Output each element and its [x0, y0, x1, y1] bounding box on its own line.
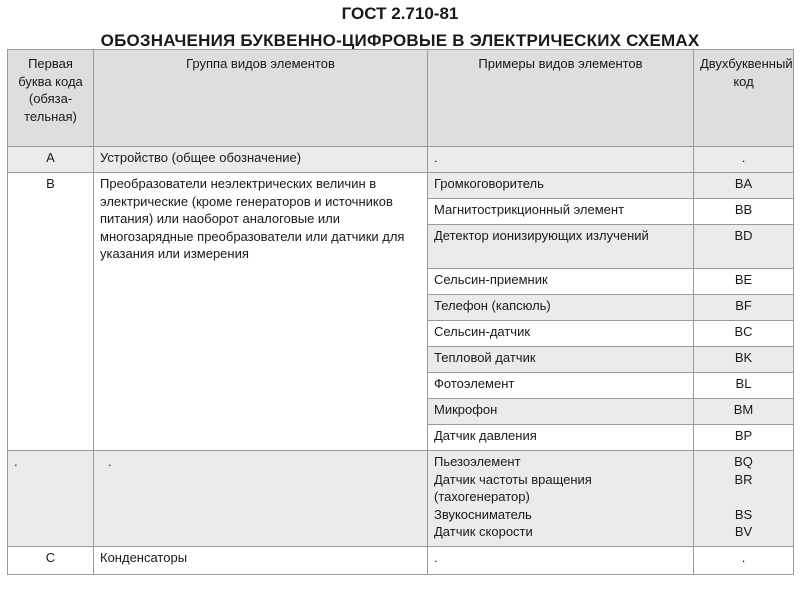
table-row	[8, 451, 794, 547]
cell-code: BF	[694, 295, 794, 321]
cell-example: Тепловой датчик	[428, 347, 694, 373]
cell-example: Громкоговоритель	[428, 173, 694, 199]
cell-example: .	[428, 147, 694, 173]
example-item: Звукосниматель	[434, 506, 532, 522]
header-two-letter-code: Двухбуквенный код	[694, 50, 794, 147]
cell-example: Микрофон	[428, 399, 694, 425]
code-item: BS	[734, 506, 753, 522]
cell-letter: .	[8, 451, 94, 547]
header-examples: Примеры видов элементов	[428, 50, 694, 147]
cell-code: BK	[694, 347, 794, 373]
cell-codes-list	[694, 451, 794, 547]
code-item: BR	[734, 471, 753, 487]
cell-group: Устройство (общее обозначение)	[94, 147, 428, 173]
cell-example: Сельсин-датчик	[428, 321, 694, 347]
cell-code: BC	[694, 321, 794, 347]
cell-example: .	[428, 547, 694, 575]
cell-code: .	[694, 147, 794, 173]
cell-code: BE	[694, 269, 794, 295]
cell-example: Сельсин-приемник	[428, 269, 694, 295]
example-item: (тахогенератор)	[434, 489, 530, 504]
example-item: Датчик частоты вращения	[434, 471, 592, 487]
cell-group: .	[94, 451, 428, 547]
header-group: Группа видов элементов	[94, 50, 428, 147]
cell-letter: C	[8, 547, 94, 575]
cell-code: BM	[694, 399, 794, 425]
cell-code: BB	[694, 199, 794, 225]
example-item: Датчик скорости	[434, 524, 533, 539]
cell-code: BL	[694, 373, 794, 399]
document-subtitle: ОБОЗНАЧЕНИЯ БУКВЕННО-ЦИФРОВЫЕ В ЭЛЕКТРИЧЕСКИХ СХЕМАХ	[100, 31, 700, 50]
cell-example: Детектор ионизирующих излучений	[428, 225, 694, 269]
table-row	[8, 147, 794, 173]
table-row	[8, 547, 794, 575]
cell-code: .	[694, 547, 794, 575]
code-item	[700, 488, 787, 506]
header-first-letter: Первая буква кода (обяза-тельная)	[8, 50, 94, 147]
designation-table	[7, 49, 794, 575]
cell-example: Магнитострикционный элемент	[428, 199, 694, 225]
cell-examples-list	[428, 451, 694, 547]
table-header-row	[8, 50, 794, 147]
document-title: ГОСТ 2.710-81	[341, 4, 459, 23]
cell-example: Датчик давления	[428, 425, 694, 451]
example-item: Пьезоэлемент	[434, 454, 521, 469]
code-item: BV	[734, 524, 753, 539]
cell-code: BA	[694, 173, 794, 199]
cell-example: Фотоэлемент	[428, 373, 694, 399]
cell-group: Конденсаторы	[94, 547, 428, 575]
cell-example: Телефон (капсюль)	[428, 295, 694, 321]
cell-code: BD	[694, 225, 794, 269]
cell-letter: A	[8, 147, 94, 173]
cell-group: Преобразователи неэлектрических величин в электрические (кроме генераторов и источников питания) или наоборот аналоговые или многозарядные преобразователи или датчики для указания или измерения	[94, 173, 428, 451]
code-item: BQ	[734, 454, 753, 469]
table-row	[8, 173, 794, 199]
cell-code: BP	[694, 425, 794, 451]
cell-letter: B	[8, 173, 94, 451]
